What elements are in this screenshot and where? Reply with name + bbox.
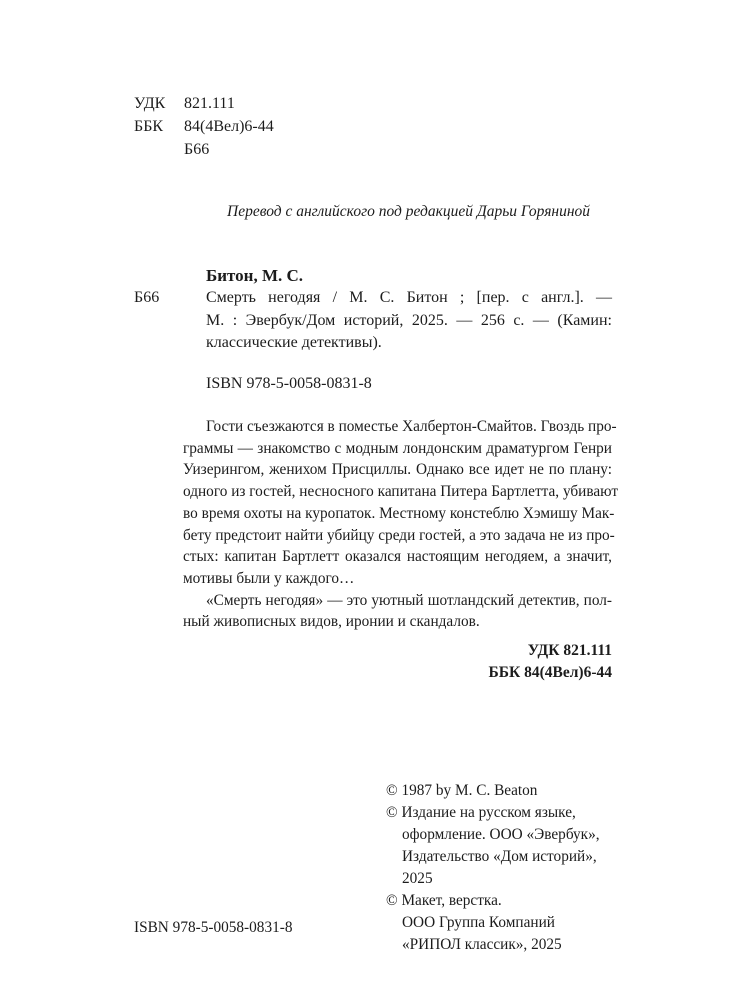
udk-value: 821.111 bbox=[184, 95, 235, 112]
copyright-line: «РИПОЛ классик», 2025 bbox=[402, 936, 562, 953]
copyright-line: © 1987 by M. C. Beaton bbox=[386, 782, 538, 799]
annotation bbox=[183, 416, 619, 633]
annotation-line: граммы — знакомство с модным лондонским драматургом Генри bbox=[183, 439, 612, 457]
catalog-isbn: ISBN 978-5-0058-0831-8 bbox=[206, 375, 372, 392]
catalog-description-line: М. : Эвербук/Дом историй, 2025. — 256 с. — (Камин: bbox=[206, 311, 612, 329]
annotation-line: Уизерингом, женихом Присциллы. Однако все идет не по плану: bbox=[183, 461, 612, 479]
annotation-line: «Смерть негодяя» — это уютный шотландский детектив, пол- bbox=[206, 591, 612, 609]
copyright-line: оформление. ООО «Эвербук», bbox=[402, 826, 600, 843]
annotation-line: ный живописных видов, иронии и скандалов. bbox=[183, 613, 480, 631]
catalog-author: Битон, М. С. bbox=[206, 266, 304, 285]
classification-bottom bbox=[488, 640, 612, 684]
annotation-line: одного из гостей, несносного капитана Питера Бартлетта, убивают bbox=[183, 483, 619, 501]
catalog-code: Б66 bbox=[134, 289, 160, 306]
annotation-line: стых: капитан Бартлетт оказался настоящим негодяем, а значит, bbox=[183, 548, 612, 566]
copyright-line: © Макет, верстка. bbox=[386, 892, 502, 909]
udk-bottom: УДК 821.111 bbox=[527, 642, 612, 659]
copyright-line: 2025 bbox=[402, 870, 433, 887]
annotation-line: мотивы были у каждого… bbox=[183, 569, 355, 587]
copyright-line: © Издание на русском языке, bbox=[386, 804, 576, 821]
udk-row bbox=[134, 94, 235, 114]
catalog-description-line: классические детективы). bbox=[206, 334, 382, 351]
copyright-block bbox=[386, 780, 616, 956]
translator-note: Перевод с английского под редакцией Дарьи Горяниной bbox=[227, 203, 591, 220]
bbk-bottom: ББК 84(4Вел)6-44 bbox=[488, 664, 612, 681]
annotation-line: Гости съезжаются в поместье Халбертон-Смайтов. Гвоздь про- bbox=[206, 418, 617, 435]
udk-label: УДК bbox=[134, 95, 166, 112]
bbk-value: 84(4Вел)6-44 bbox=[184, 118, 274, 135]
annotation-line: во время охоты на куропаток. Местному констеблю Хэмишу Мак- bbox=[183, 504, 615, 522]
copyright-line: ООО Группа Компаний bbox=[402, 914, 555, 931]
catalog-description-line: Смерть негодяя / М. С. Битон ; [пер. с англ.]. — bbox=[206, 289, 612, 306]
isbn-bottom: ISBN 978-5-0058-0831-8 bbox=[134, 919, 293, 936]
author-mark: Б66 bbox=[184, 141, 210, 158]
catalog-description bbox=[206, 287, 612, 355]
bbk-row bbox=[134, 117, 274, 137]
annotation-line: бету предстоит найти убийцу среди гостей, а это задача не из про- bbox=[183, 526, 615, 544]
bbk-label: ББК bbox=[134, 118, 164, 135]
copyright-line: Издательство «Дом историй», bbox=[402, 848, 597, 865]
